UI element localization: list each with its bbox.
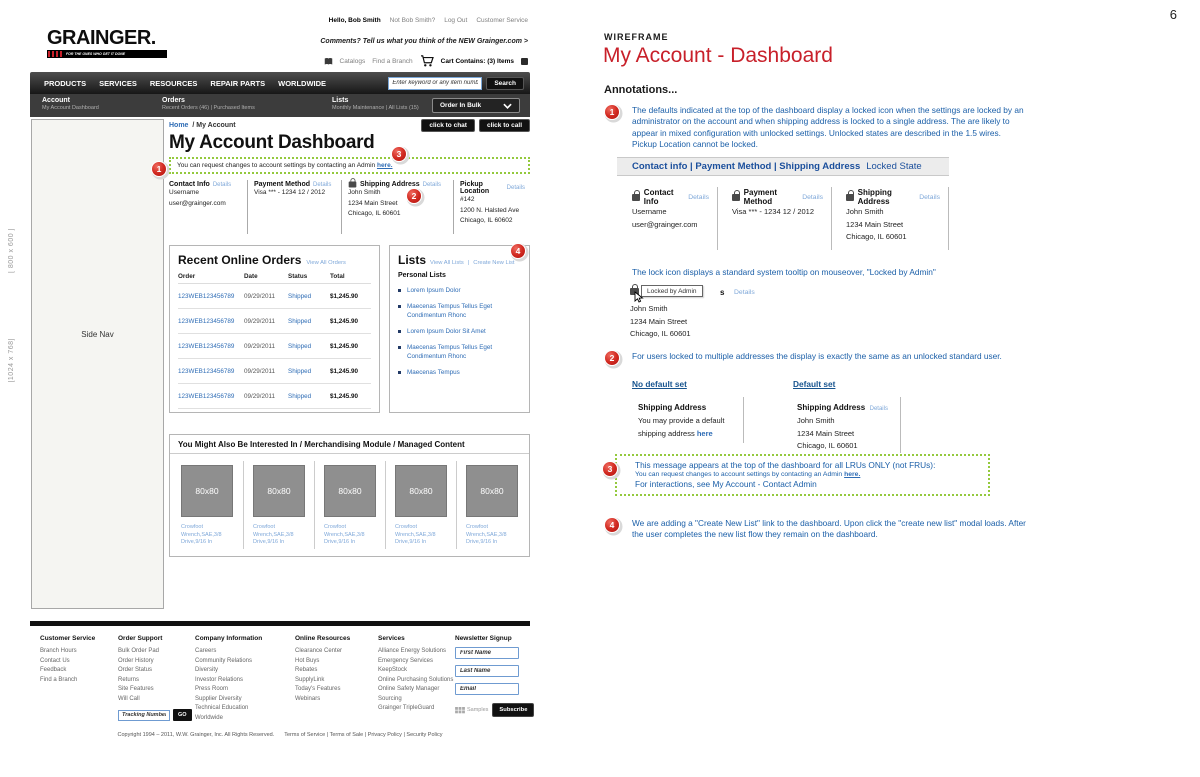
- footer-link[interactable]: Rebates: [295, 667, 318, 673]
- locked-payment-title: Payment Method: [743, 188, 778, 206]
- chevron-down-icon: [503, 103, 512, 109]
- legal-links[interactable]: Terms of Service | Terms of Sale | Privacy Policy | Security Policy: [284, 732, 443, 738]
- lock-icon: [632, 194, 640, 201]
- order-status-link[interactable]: Shipped: [288, 317, 312, 325]
- greeting-text: Hello, Bob Smith: [328, 17, 381, 24]
- shipping-street: 1234 Main Street: [348, 199, 398, 207]
- tracking-number-input[interactable]: [118, 710, 170, 721]
- bullet-icon: [398, 289, 401, 292]
- pickup-number: #142: [460, 196, 475, 203]
- breadcrumb-current: / My Account: [192, 121, 236, 129]
- footer-link[interactable]: Emergency Services: [378, 657, 434, 664]
- product-caption-link[interactable]: Crowfoot Wrench,SAE,3/8 Drive,9/16 In: [395, 524, 436, 545]
- locked-by-admin-tooltip: Locked by Admin: [641, 285, 703, 297]
- admin-message-text: You can request changes to account settings by contacting an Admin: [177, 162, 376, 169]
- catalog-icon: [324, 57, 333, 66]
- ruler-1024x768: [1024 x 768]: [8, 338, 15, 383]
- subnav-lists-title[interactable]: Lists: [332, 97, 349, 104]
- footer-online-resources: [295, 635, 378, 723]
- payment-details-link[interactable]: Details: [313, 181, 332, 188]
- footer-link[interactable]: Supplier Diversity: [195, 695, 242, 702]
- page-number: 6: [1169, 7, 1177, 22]
- footer-link[interactable]: Grainger TripleGuard: [378, 705, 435, 711]
- locked-contact-info: [617, 187, 718, 250]
- tooltip-demo-city: Chicago, IL 60601: [630, 329, 691, 338]
- order-number-link[interactable]: 123WEB123456789: [178, 317, 235, 325]
- logout-link[interactable]: Log Out: [444, 17, 468, 24]
- locked-contact-details-link[interactable]: Details: [688, 193, 709, 201]
- subnav-account-links[interactable]: My Account Dashboard: [42, 105, 99, 111]
- order-in-bulk-dropdown[interactable]: [432, 98, 520, 113]
- default-set-city: Chicago, IL 60601: [797, 441, 858, 450]
- annotations-heading: Annotations...: [604, 84, 678, 96]
- locked-payment-card: Visa *** - 1234 12 / 2012: [732, 207, 815, 216]
- footer-link[interactable]: Online Purchasing Solutions: [378, 676, 454, 683]
- locked-shipping-street: 1234 Main Street: [846, 219, 904, 229]
- order-total: $1,245.90: [330, 367, 359, 375]
- lock-icon: [732, 194, 740, 201]
- product-tile: [456, 461, 527, 549]
- order-in-bulk-label: Order In Bulk: [440, 102, 482, 109]
- personal-list-item: [398, 286, 521, 295]
- footer-link[interactable]: Order Status: [118, 667, 153, 673]
- footer-link[interactable]: Today's Features: [295, 686, 341, 692]
- footer-link[interactable]: Branch Hours: [40, 648, 77, 654]
- page-content: [30, 117, 530, 611]
- wireframe-mockup: [30, 10, 530, 738]
- footer-link[interactable]: Online Safety Manager: [378, 686, 440, 692]
- lock-icon: [846, 194, 854, 201]
- product-image-placeholder: 80x80: [395, 465, 447, 517]
- order-number-link[interactable]: 123WEB123456789: [178, 367, 235, 375]
- default-set-details-link[interactable]: Details: [869, 406, 888, 412]
- footer-link[interactable]: Site Features: [118, 686, 154, 692]
- logo-tagline: FOR THE ONES WHO GET IT DONE: [66, 52, 126, 56]
- side-nav-label: Side Nav: [81, 330, 114, 339]
- locked-state-demo: [617, 157, 949, 250]
- locked-shipping-name: John Smith: [846, 207, 884, 216]
- shipping-details-link[interactable]: Details: [422, 181, 441, 188]
- site-footer: [30, 635, 530, 723]
- first-name-input[interactable]: [455, 647, 519, 659]
- product-tiles: [170, 454, 529, 556]
- footer-link[interactable]: Contact Us: [40, 657, 70, 664]
- shipping-name: John Smith: [348, 189, 381, 196]
- bullet-icon: [398, 330, 401, 333]
- annotation-3-line2: You can request changes to account settings by contacting an Admin: [635, 471, 843, 478]
- callout-1: 1: [151, 161, 167, 177]
- last-name-input[interactable]: [455, 665, 519, 677]
- breadcrumb-home-link[interactable]: Home: [169, 121, 189, 129]
- shipping-address-title: Shipping Address: [360, 181, 420, 188]
- orders-header-date: Date: [244, 273, 258, 280]
- subnav-account: [42, 94, 162, 117]
- product-image-placeholder: 80x80: [253, 465, 305, 517]
- order-date: 09/29/2011: [244, 367, 276, 375]
- cart-contents-link[interactable]: Cart Contains: (3) Items: [440, 57, 514, 65]
- order-status-link[interactable]: Shipped: [288, 367, 312, 375]
- orders-header-order: Order: [178, 273, 196, 280]
- tooltip-details-link[interactable]: Details: [734, 289, 755, 296]
- order-total: $1,245.90: [330, 317, 359, 325]
- footer-link[interactable]: Alliance Energy Solutions: [378, 648, 447, 654]
- locked-state-sections: Contact info | Payment Method | Shipping Address: [632, 161, 861, 172]
- orders-header-total: Total: [330, 273, 345, 280]
- dashboard-main: [169, 119, 530, 557]
- default-set-demo: [797, 397, 901, 453]
- locked-shipping-details-link[interactable]: Details: [919, 193, 940, 201]
- annotation-1-number: 1: [604, 104, 620, 120]
- admin-message-box: [169, 157, 530, 174]
- no-default-title: Shipping Address: [638, 403, 707, 412]
- newsletter-title: Newsletter Signup: [455, 635, 512, 642]
- order-number-link[interactable]: 123WEB123456789: [178, 342, 235, 350]
- side-nav-placeholder[interactable]: [31, 119, 164, 609]
- lists-link-divider: |: [467, 260, 470, 266]
- product-caption-link[interactable]: Crowfoot Wrench,SAE,3/8 Drive,9/16 In: [253, 524, 294, 545]
- create-new-list-link[interactable]: Create New List: [473, 260, 515, 266]
- footer-link[interactable]: Feedback: [40, 667, 67, 673]
- locked-payment-details-link[interactable]: Details: [802, 193, 823, 201]
- contact-email: user@grainger.com: [169, 199, 226, 207]
- footer-link[interactable]: Returns: [118, 676, 140, 683]
- callout-3: 3: [391, 146, 407, 162]
- footer-link[interactable]: Investor Relations: [195, 676, 244, 683]
- shipping-city: Chicago, IL 60601: [348, 210, 401, 217]
- footer-company-information: [195, 635, 295, 723]
- shipping-address-default: [341, 180, 453, 234]
- order-table-row: [178, 309, 371, 334]
- footer-col-title: Order Support: [118, 635, 163, 642]
- orders-header-status: Status: [288, 273, 308, 280]
- product-caption-link[interactable]: Crowfoot Wrench,SAE,3/8 Drive,9/16 In: [324, 524, 365, 545]
- personal-list-link[interactable]: Maecenas Tempus: [407, 369, 460, 376]
- lists-module: [389, 245, 530, 413]
- no-default-here-link[interactable]: here: [696, 428, 713, 438]
- locked-contact-username: Username: [632, 207, 667, 216]
- order-table-row: [178, 334, 371, 359]
- contact-username: Username: [169, 189, 199, 196]
- order-table-row: [178, 384, 371, 409]
- locked-shipping-city: Chicago, IL 60601: [846, 232, 907, 241]
- footer-link[interactable]: Hot Buys: [295, 657, 320, 664]
- recent-orders-title: Recent Online Orders: [178, 253, 302, 267]
- contact-info-details-link[interactable]: Details: [212, 181, 232, 188]
- footer-services: [378, 635, 455, 723]
- orders-table-header: [178, 273, 371, 284]
- subnav-orders: [162, 94, 332, 117]
- search-button[interactable]: Search: [486, 77, 524, 90]
- payment-method-title: Payment Method: [254, 181, 311, 188]
- footer-link[interactable]: Clearance Center: [295, 648, 343, 654]
- wireframe-title: My Account - Dashboard: [603, 44, 833, 67]
- locked-contact-title: Contact Info: [643, 188, 674, 206]
- footer-link[interactable]: Technical Education: [195, 705, 249, 711]
- cart-badge-icon: [521, 58, 528, 65]
- click-to-chat-button[interactable]: click to chat: [421, 119, 475, 132]
- annotation-3-number: 3: [602, 461, 618, 477]
- email-input[interactable]: [455, 683, 519, 695]
- footer-col-title: Services: [378, 635, 405, 642]
- footer-link[interactable]: Diversity: [195, 667, 219, 673]
- no-default-set-heading[interactable]: No default set: [632, 379, 687, 389]
- footer-link[interactable]: Order History: [118, 657, 154, 664]
- lock-icon: [349, 182, 357, 188]
- newsletter-signup: [455, 635, 527, 723]
- order-date: 09/29/2011: [244, 317, 276, 325]
- logo-stripes-icon: [48, 51, 63, 57]
- annotations-panel: [600, 0, 1195, 777]
- shipping-label-suffix: s: [720, 288, 725, 297]
- not-user-link[interactable]: Not Bob Smith?: [389, 17, 436, 24]
- pickup-details-link[interactable]: Details: [506, 185, 525, 191]
- contact-info-default: [169, 180, 247, 234]
- order-table-row: [178, 359, 371, 384]
- pickup-location-default: [453, 180, 530, 234]
- footer-customer-service: [40, 635, 118, 723]
- product-image-placeholder: 80x80: [324, 465, 376, 517]
- order-total: $1,245.90: [330, 392, 359, 400]
- annotation-2-number: 2: [604, 350, 620, 366]
- store-links-row: [324, 55, 528, 67]
- annotation-4-number: 4: [604, 517, 620, 533]
- annotation-3-box: [615, 454, 990, 496]
- callout-4: 4: [510, 243, 526, 259]
- footer-order-support: [118, 635, 195, 723]
- product-tile: [385, 461, 456, 549]
- product-tile: [314, 461, 385, 549]
- contact-info-title: Contact Info: [169, 181, 210, 188]
- order-table-row: [178, 284, 371, 309]
- product-tile: [172, 461, 243, 549]
- admin-here-link[interactable]: here.: [376, 162, 393, 169]
- view-all-lists-link[interactable]: View All Lists: [430, 260, 464, 266]
- annotation-3-line1: This message appears at the top of the dashboard for all LRUs ONLY (not FRUs):: [635, 460, 936, 470]
- personal-list-link[interactable]: Maecenas Tempus Tellus Eget Condimentum Rhonc: [407, 344, 493, 360]
- order-number-link[interactable]: 123WEB123456789: [178, 292, 235, 300]
- payment-method-default: [247, 180, 341, 234]
- footer-col-title: Customer Service: [40, 635, 96, 642]
- order-number-link[interactable]: 123WEB123456789: [178, 392, 235, 400]
- main-nav-items: [44, 79, 326, 88]
- bullet-icon: [398, 305, 401, 308]
- order-status-link[interactable]: Shipped: [288, 342, 312, 350]
- order-status-link[interactable]: Shipped: [288, 392, 312, 400]
- personal-lists: [398, 286, 521, 377]
- order-status-link[interactable]: Shipped: [288, 292, 312, 300]
- locked-state-header-bar: [617, 157, 949, 176]
- footer-link[interactable]: Careers: [195, 648, 217, 654]
- samples-label: Samples: [467, 707, 489, 713]
- lists-title: Lists: [398, 253, 427, 267]
- samples-link[interactable]: [455, 707, 488, 714]
- account-subnav: [30, 94, 530, 117]
- annotation-4-text: We are adding a "Create New List" link to the dashboard. Upon click the "create new list" modal loads. After the user completes the new list flow they remain on the dashboard.: [632, 518, 1026, 540]
- no-default-line2: shipping address: [638, 428, 695, 438]
- merchandising-title: You Might Also Be Interested In / Merchandising Module / Managed Content: [170, 435, 529, 454]
- view-all-orders-link[interactable]: View All Orders: [306, 260, 346, 266]
- annotation-3-line3: For interactions, see My Account - Contact Admin: [635, 479, 817, 489]
- search-group: [388, 77, 524, 90]
- catalogs-link[interactable]: Catalogs: [339, 57, 366, 65]
- no-default-demo: [638, 397, 744, 443]
- personal-list-link[interactable]: Lorem Ipsum Dolor Sit Amet: [407, 328, 486, 335]
- subnav-orders-links[interactable]: Recent Orders (46) | Purchased Items: [162, 105, 255, 111]
- tooltip-demo: [630, 285, 850, 341]
- utility-nav: [329, 17, 528, 24]
- personal-list-item: [398, 368, 521, 377]
- wireframe-label: WIREFRAME: [604, 32, 669, 42]
- main-nav-item[interactable]: WORLDWIDE: [278, 78, 327, 88]
- product-caption-link[interactable]: Crowfoot Wrench,SAE,3/8 Drive,9/16 In: [181, 524, 222, 545]
- product-image-placeholder: 80x80: [181, 465, 233, 517]
- footer-link[interactable]: SupplyLink: [295, 676, 325, 683]
- payment-card: Visa *** - 1234 12 / 2012: [254, 189, 326, 196]
- tooltip-demo-name: John Smith: [630, 304, 668, 313]
- copyright-text: Copyright 1994 – 2011, W.W. Grainger, Inc. All Rights Reserved.: [117, 732, 275, 738]
- footer-link[interactable]: Sourcing: [378, 695, 402, 702]
- footer-col-title: Online Resources: [295, 635, 351, 642]
- main-nav-item[interactable]: REPAIR PARTS: [210, 78, 266, 88]
- merchandising-module: [169, 434, 530, 557]
- page-title: My Account Dashboard: [169, 132, 375, 153]
- grainger-logo-text: GRAINGER.: [47, 27, 156, 49]
- locked-shipping-title: Shipping Address: [857, 188, 892, 206]
- bullet-icon: [398, 371, 401, 374]
- footer-link[interactable]: Press Room: [195, 686, 229, 692]
- personal-list-item: [398, 343, 521, 361]
- personal-list-link[interactable]: Lorem Ipsum Dolor: [407, 287, 461, 294]
- product-caption-link[interactable]: Crowfoot Wrench,SAE,3/8 Drive,9/16 In: [466, 524, 507, 545]
- footer-link[interactable]: Webinars: [295, 695, 321, 702]
- recent-orders-module: [169, 245, 380, 413]
- locked-state-label: Locked State: [866, 161, 922, 172]
- bullet-icon: [398, 346, 401, 349]
- tooltip-note: The lock icon displays a standard system tooltip on mouseover, "Locked by Admin": [632, 267, 936, 277]
- personal-lists-subtitle: Personal Lists: [398, 272, 446, 279]
- personal-list-link[interactable]: Maecenas Tempus Tellus Eget Condimentum Rhonc: [407, 303, 493, 319]
- cart-icon: [420, 55, 434, 67]
- samples-grid-icon: [455, 707, 465, 714]
- pickup-location-title: Pickup Location: [460, 181, 490, 195]
- pickup-street: 1200 N. Halsted Ave: [460, 206, 520, 214]
- footer-link[interactable]: Find a Branch: [40, 676, 78, 683]
- footer-divider-bar: [30, 621, 530, 626]
- subscribe-button[interactable]: Subscribe: [492, 703, 534, 717]
- click-to-call-button[interactable]: click to call: [479, 119, 530, 132]
- default-set-heading[interactable]: Default set: [793, 379, 836, 389]
- callout-2: 2: [406, 188, 422, 204]
- annotation-1-text: The defaults indicated at the top of the dashboard display a locked icon when the settings are locked by an administrator on the account and when shipping address is locked to a single address. The are likely to appear in mixed configuration with unlocked settings. Unlocked states are described in the 1.5 wires. Pickup Location cannot be locked.: [632, 105, 1024, 150]
- subnav-lists-links[interactable]: Monthly Maintenance | All Lists (15): [332, 105, 419, 111]
- site-header: [30, 10, 530, 72]
- customer-service-link[interactable]: Customer Service: [476, 17, 528, 24]
- grainger-logo-bar: [47, 50, 167, 58]
- breadcrumb[interactable]: [169, 122, 236, 129]
- personal-list-item: [398, 327, 521, 336]
- default-set-title: Shipping Address: [797, 403, 866, 412]
- footer-link[interactable]: Will Call: [118, 695, 140, 702]
- locked-contact-email: user@grainger.com: [632, 219, 698, 229]
- comments-link[interactable]: Comments? Tell us what you think of the NEW Grainger.com >: [320, 38, 528, 45]
- order-total: $1,245.90: [330, 292, 359, 300]
- product-image-placeholder: 80x80: [466, 465, 518, 517]
- no-default-line1: You may provide a default: [638, 416, 725, 425]
- locked-payment-method: [718, 187, 832, 250]
- order-date: 09/29/2011: [244, 342, 276, 350]
- cursor-icon: [633, 291, 645, 303]
- account-defaults-strip: [169, 180, 530, 234]
- subnav-account-title[interactable]: Account: [42, 97, 70, 104]
- footer-col-title: Company Information: [195, 635, 263, 642]
- default-set-name: John Smith: [797, 416, 835, 425]
- main-nav-item[interactable]: SERVICES: [99, 78, 137, 88]
- search-input[interactable]: [388, 77, 482, 90]
- find-branch-link[interactable]: Find a Branch: [372, 57, 413, 65]
- locked-shipping-address: [832, 187, 949, 250]
- orders-table-body: [178, 284, 371, 409]
- order-date: 09/29/2011: [244, 392, 276, 400]
- subnav-orders-title[interactable]: Orders: [162, 97, 185, 104]
- annotation-3-here-link[interactable]: here.: [844, 471, 861, 478]
- order-total: $1,245.90: [330, 342, 359, 350]
- pickup-city: Chicago, IL 60602: [460, 217, 513, 224]
- personal-list-item: [398, 302, 521, 320]
- order-date: 09/29/2011: [244, 292, 276, 300]
- annotation-2-text: For users locked to multiple addresses the display is exactly the same as an unlocked standard user.: [632, 351, 1002, 361]
- ruler-800x600: [ 800 x 600 ]: [8, 228, 15, 274]
- main-nav-item[interactable]: RESOURCES: [149, 78, 198, 88]
- tooltip-demo-street: 1234 Main Street: [630, 316, 688, 326]
- footer-link[interactable]: Bulk Order Pad: [118, 648, 160, 654]
- main-nav-item[interactable]: PRODUCTS: [44, 78, 87, 88]
- tracking-go-button[interactable]: GO: [173, 709, 192, 721]
- footer-link[interactable]: KeepStock: [378, 667, 408, 673]
- grainger-logo[interactable]: [47, 27, 167, 58]
- main-nav: [30, 72, 530, 94]
- footer-link[interactable]: Community Relations: [195, 657, 253, 664]
- default-set-street: 1234 Main Street: [797, 428, 855, 438]
- footer-link[interactable]: Worldwide: [195, 714, 223, 721]
- product-tile: [243, 461, 314, 549]
